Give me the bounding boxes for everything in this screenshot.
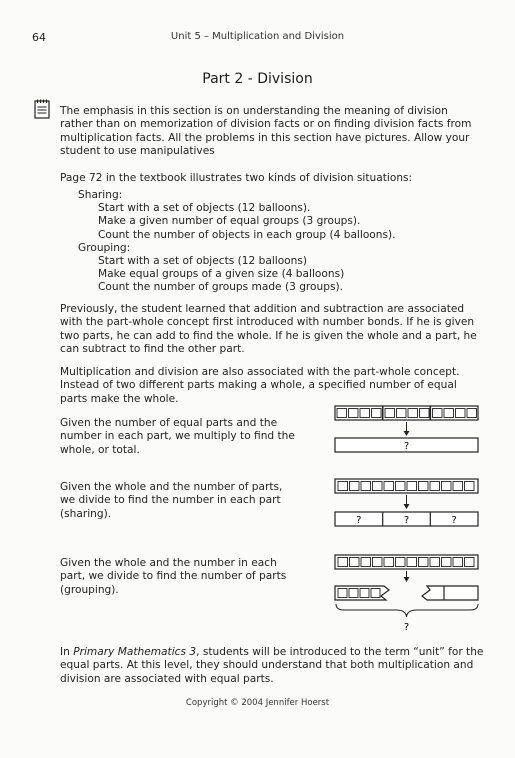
grouping-heading: Grouping: [78,241,131,254]
grouping-step: Count the number of groups made (3 groups). [98,281,343,294]
arrow-down-icon [404,431,410,436]
unit-square [407,558,417,567]
unit-square [385,409,395,418]
unit-square [360,409,370,418]
unit-square [396,482,406,491]
unit-square [465,558,475,567]
copyright: Copyright © 2004 Jennifer Hoerst [185,698,330,708]
running-head: Unit 5 – Multiplication and Division [170,31,345,42]
unit-square [433,409,443,418]
unknown-label: ? [403,441,410,452]
broken-parts-bar [335,586,478,600]
textbook-reference: Page 72 in the textbook illustrates two kinds of division situations: [60,172,413,184]
unit-square [397,409,407,418]
unit-square [407,482,417,491]
unit-square [337,409,347,418]
previously-paragraph: Previously, the student learned that addition and subtraction are associated with the part-whole concept first introduced with number bonds. If he is given two parts, he can add to find the whole. If he is given the whole and a part, he can subtract to find the other part. [60,303,477,356]
final-text-after: , students will be introduced to the term “unit” for the equal parts. At this level, they should understand that both multiplication and division are associated with equal parts. [60,646,484,685]
unit-square [453,558,463,567]
unit-square [430,482,440,491]
unit-square [338,589,347,598]
unit-square [456,409,466,418]
unit-square [338,482,348,491]
unit-square [420,409,430,418]
unit-square [371,589,380,598]
mult-div-paragraph: Multiplication and division are also associated with the part-whole concept. Instead of two different parts making a whole, a specified number of equal parts make the whole. [60,366,460,405]
unit-square [384,558,394,567]
final-text-before: In [60,646,74,658]
unit-square [350,558,360,567]
unknown-label: ? [451,515,457,526]
grouping-bar-model [334,554,484,634]
unit-square [442,482,452,491]
intro-paragraph: The emphasis in this section is on understanding the meaning of division rather than on memorization of division facts or on finding division facts from multiplication facts. All the problems in this section have pictures. Allow your student to use manipulatives [60,105,472,158]
notepad-icon [34,99,50,119]
final-paragraph [60,646,485,686]
unit-square [338,558,348,567]
grouping-step: Make equal groups of a given size (4 balloons) [98,268,345,281]
sharing-step: Start with a set of objects (12 balloons). [98,202,311,215]
multiply-bar-model [334,405,482,455]
unknown-label: ? [403,515,410,526]
unit-square [408,409,418,418]
arrow-down-icon [404,577,410,582]
unit-square [361,558,371,567]
unit-square [360,589,369,598]
sharing-step: Count the number of objects in each group (4 balloons). [98,228,396,241]
brace [336,604,478,617]
sharing-bar-model [334,478,482,530]
arrow-down-icon [404,504,410,509]
section-title: Part 2 - Division [202,71,313,87]
grouping-case-text: Given the whole and the number in each part, we divide to find the number of parts (grouping). [60,557,287,596]
whole-bar [335,479,478,493]
unit-square [361,482,371,491]
unit-square [419,482,429,491]
unit-square [444,409,454,418]
unit-square [384,482,394,491]
page-number: 64 [32,31,46,44]
equal-parts-bar [335,512,478,526]
unit-square [442,558,452,567]
unit-square [453,482,463,491]
unit-square [350,482,360,491]
sharing-step: Make a given number of equal groups (3 groups). [98,215,361,228]
unit-square [396,558,406,567]
unit-square [372,409,382,418]
unit-square [465,482,475,491]
unknown-label: ? [403,622,410,633]
unit-square [349,409,359,418]
unit-square [467,409,477,418]
unit-square [373,558,383,567]
sharing-case-text: Given the whole and the number of parts, we divide to find the number in each part (sharing). [60,481,283,520]
unit-square [419,558,429,567]
unit-square [349,589,358,598]
division-situations-list [78,189,396,295]
multiply-case-text: Given the number of equal parts and the number in each part, we multiply to find the whole, or total. [60,417,295,456]
unknown-label: ? [356,515,362,526]
unit-square [430,558,440,567]
unit-square [373,482,383,491]
book-title: Primary Mathematics 3 [73,646,197,658]
equal-parts-bar [335,406,478,420]
grouping-step: Start with a set of objects (12 balloons) [98,255,308,268]
sharing-heading: Sharing: [78,189,123,201]
whole-bar [335,555,478,569]
